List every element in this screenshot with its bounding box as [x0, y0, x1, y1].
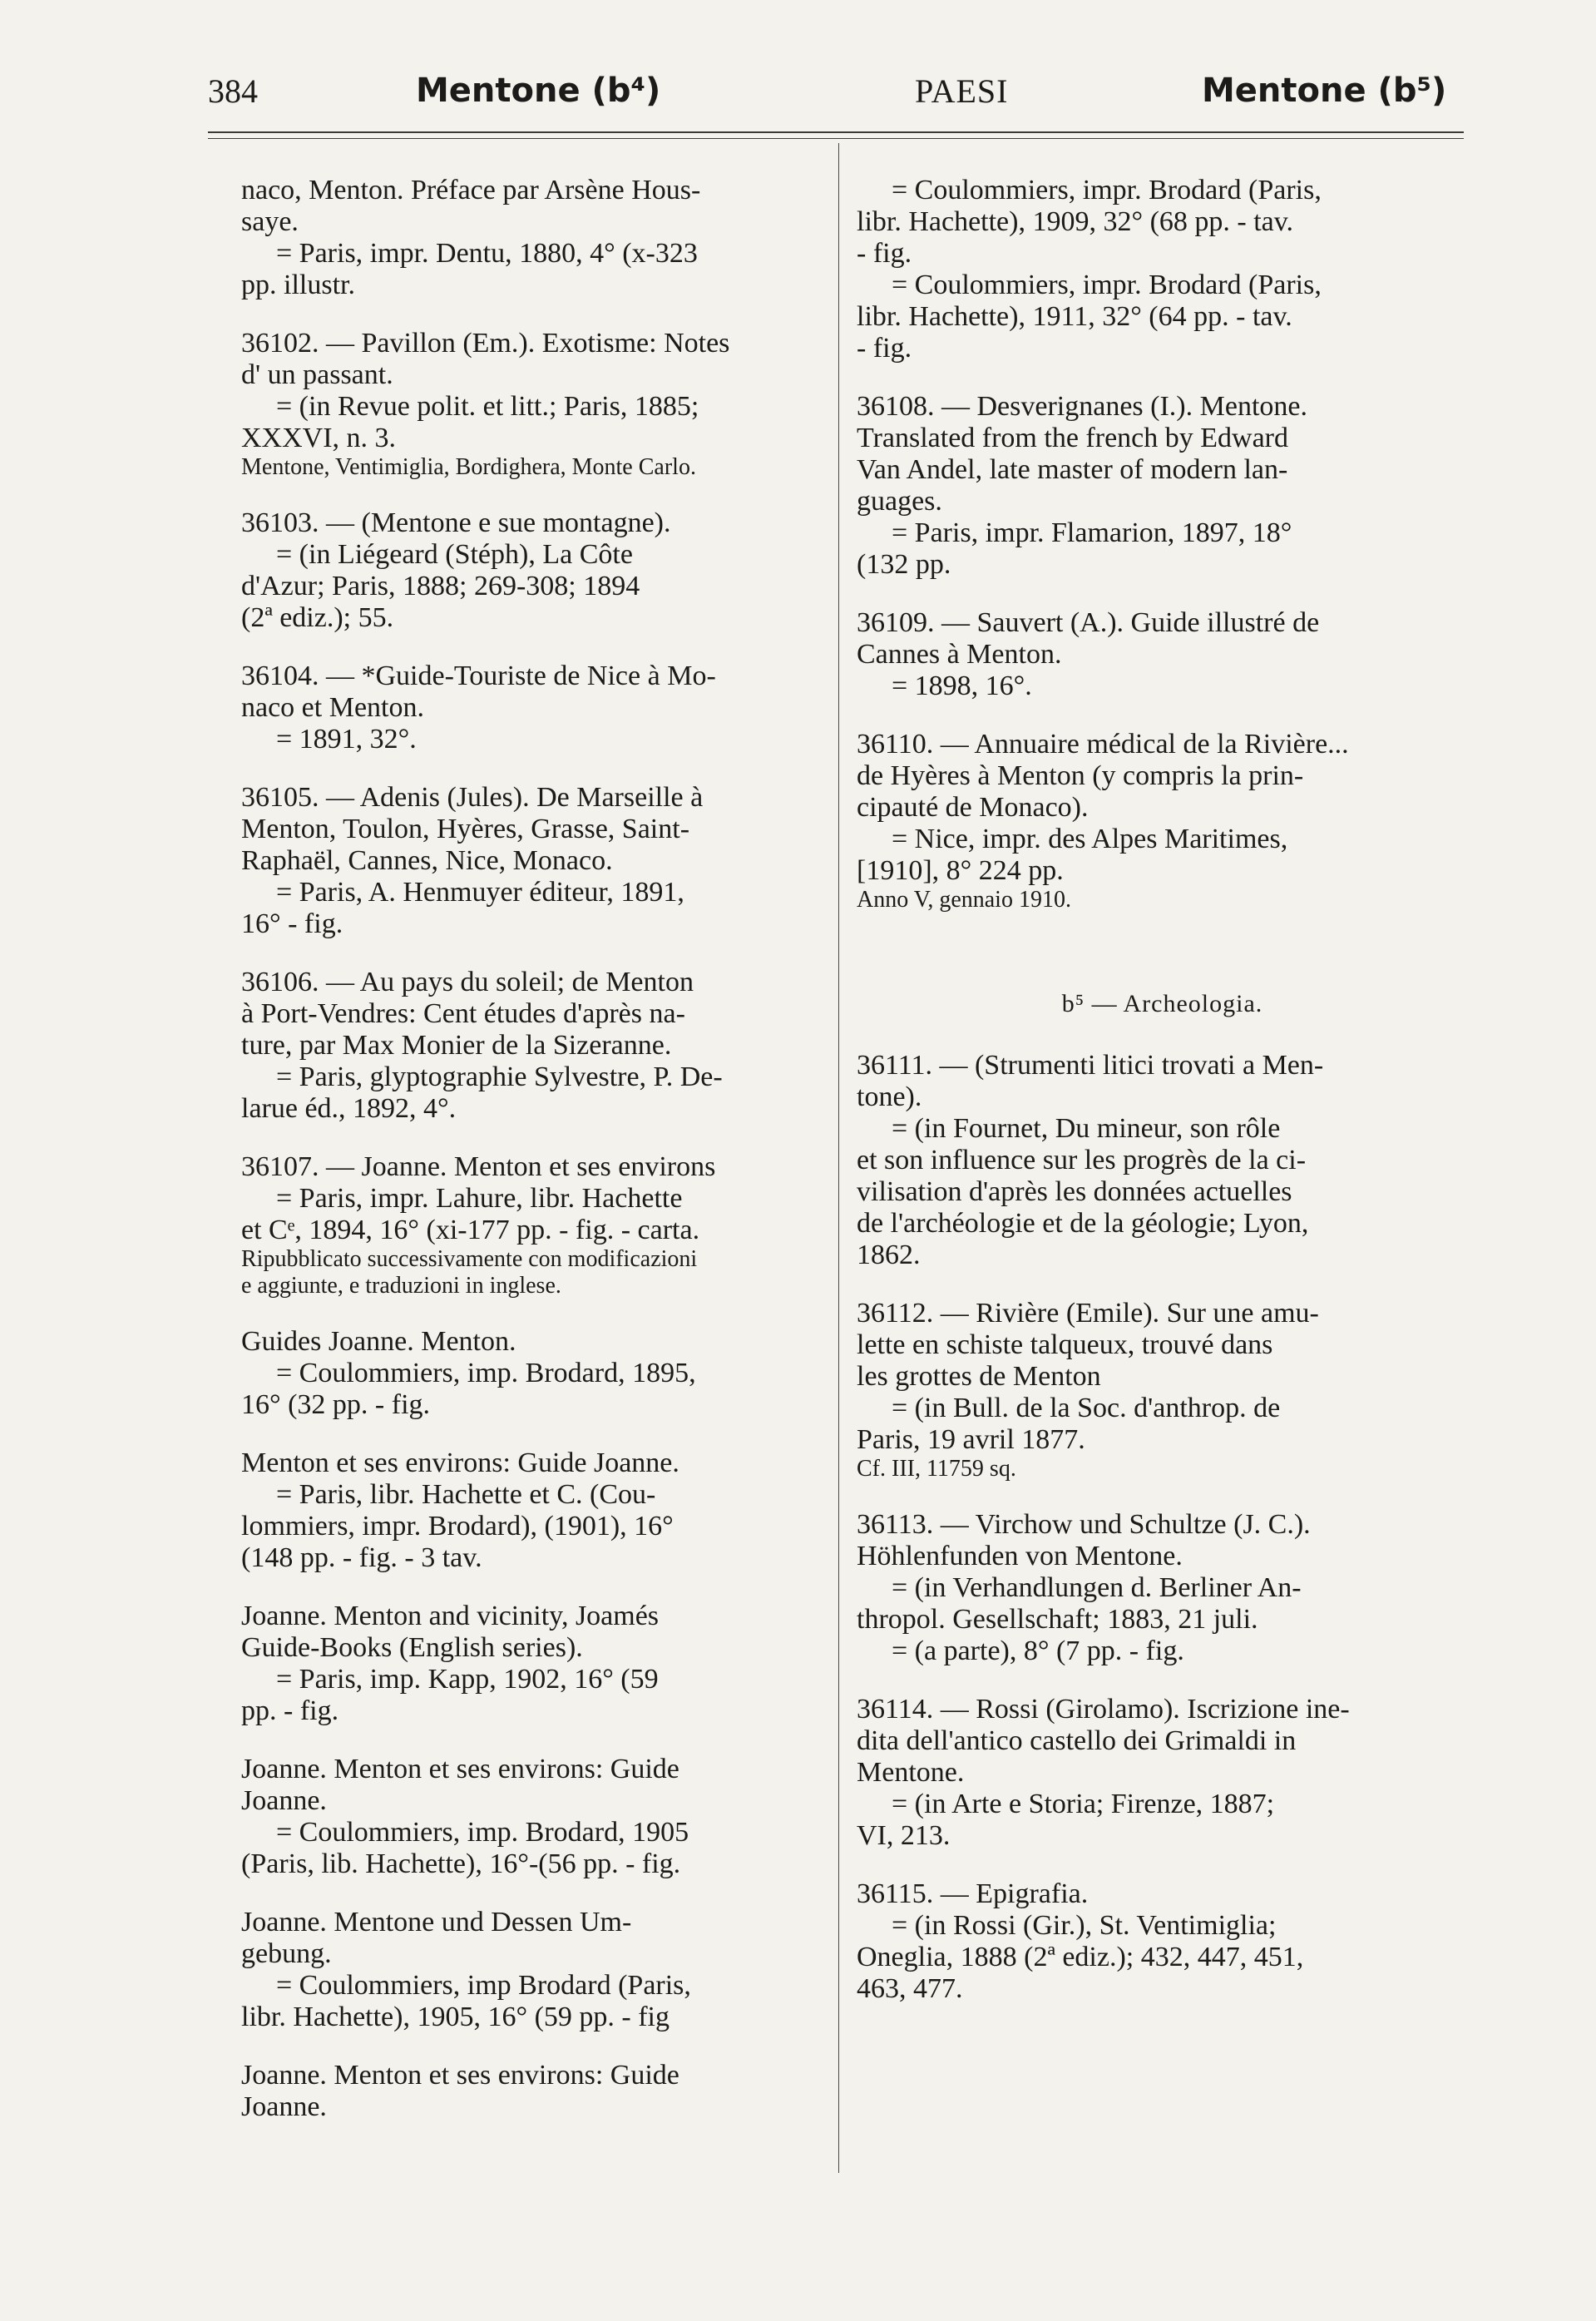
entry-line: Joanne. Mentone und Dessen Um-: [241, 1907, 632, 1937]
bibliography-entry: [241, 1907, 823, 2033]
entry-line: - fig.: [857, 333, 912, 364]
entry-line: ture, par Max Monier de la Sizeranne.: [241, 1030, 672, 1061]
entry-line: = Paris, glyptographie Sylvestre, P. De-: [276, 1062, 723, 1092]
entry-line: = (in Fournet, Du mineur, son rôle: [892, 1113, 1281, 1144]
entry-line: = Nice, impr. des Alpes Maritimes,: [892, 824, 1288, 854]
entry-line: Anno V, gennaio 1910.: [857, 887, 1071, 913]
bibliography-entry: [241, 967, 823, 1125]
bibliography-entry: [857, 1050, 1468, 1271]
bibliography-entry: [241, 1448, 823, 1574]
bibliography-entry: [857, 391, 1468, 581]
center-running-title: PAESI: [915, 72, 1009, 110]
entry-line: (148 pp. - fig. - 3 tav.: [241, 1542, 482, 1573]
entry-line: naco et Menton.: [241, 692, 424, 723]
entry-line: Translated from the french by Edward: [857, 423, 1288, 453]
entry-line: Höhlenfunden von Mentone.: [857, 1541, 1183, 1571]
entry-line: (2ª ediz.); 55.: [241, 602, 394, 633]
bibliography-entry: [241, 507, 823, 634]
entry-line: les grottes de Menton: [857, 1361, 1101, 1392]
entry-line: = (in Revue polit. et litt.; Paris, 1885;: [276, 391, 699, 422]
entry-line: 16° (32 pp. - fig.: [241, 1389, 431, 1420]
entry-line: VI, 213.: [857, 1820, 951, 1851]
entry-line: Cannes à Menton.: [857, 639, 1062, 670]
entry-line: lommiers, impr. Brodard), (1901), 16°: [241, 1511, 674, 1542]
running-header: [208, 65, 1464, 123]
entry-line: d'Azur; Paris, 1888; 269-308; 1894: [241, 571, 640, 601]
entry-line: = Coulommiers, imp. Brodard, 1895,: [276, 1358, 696, 1388]
bibliography-entry: [857, 1878, 1468, 2005]
bibliography-entry: [241, 2060, 823, 2123]
entry-line: [1910], 8° 224 pp.: [857, 855, 1064, 886]
entry-line: 36106. — Au pays du soleil; de Menton: [241, 967, 694, 997]
entry-line: = Paris, imp. Kapp, 1902, 16° (59: [276, 1664, 659, 1695]
bibliography-entry: [857, 1298, 1468, 1482]
entry-line: de l'archéologie et de la géologie; Lyon,: [857, 1208, 1309, 1239]
entry-line: 36107. — Joanne. Menton et ses environs: [241, 1151, 716, 1182]
entry-line: Van Andel, late master of modern lan-: [857, 454, 1288, 485]
entry-line: = Coulommiers, impr. Brodard (Paris,: [892, 270, 1322, 300]
entry-line: = Paris, libr. Hachette et C. (Cou-: [276, 1479, 656, 1510]
column-divider: [838, 143, 839, 2173]
entry-line: libr. Hachette), 1911, 32° (64 pp. - tav.: [857, 301, 1292, 332]
right-column: [857, 175, 1468, 2031]
entry-line: 463, 477.: [857, 1973, 963, 2004]
entry-line: = Paris, impr. Flamarion, 1897, 18°: [892, 517, 1292, 548]
entry-line: = (in Verhandlungen d. Berliner An-: [892, 1572, 1302, 1603]
entry-line: et son influence sur les progrès de la ci-: [857, 1145, 1307, 1175]
entry-line: et Cᵉ, 1894, 16° (xi-177 pp. - fig. - carta.: [241, 1215, 700, 1245]
section-heading: b⁵ — Archeologia.: [1061, 990, 1263, 1017]
entry-line: Joanne. Menton et ses environs: Guide: [241, 2060, 679, 2091]
entry-line: 36105. — Adenis (Jules). De Marseille à: [241, 782, 704, 813]
entry-line: pp. illustr.: [241, 270, 355, 300]
bibliography-entry: [241, 175, 823, 301]
entry-line: 16° - fig.: [241, 908, 343, 939]
entry-line: tone).: [857, 1081, 922, 1112]
bibliography-entry: [241, 1754, 823, 1880]
entry-line: = Paris, impr. Lahure, libr. Hachette: [276, 1183, 683, 1214]
entry-line: Guides Joanne. Menton.: [241, 1326, 516, 1357]
entry-line: = (in Rossi (Gir.), St. Ventimiglia;: [892, 1910, 1277, 1941]
bibliography-entry: [857, 1509, 1468, 1667]
entry-line: 1862.: [857, 1240, 921, 1270]
entry-line: Joanne. Menton and vicinity, Joamés: [241, 1601, 660, 1631]
entry-line: e aggiunte, e traduzioni in inglese.: [241, 1273, 561, 1299]
entry-line: = 1898, 16°.: [892, 671, 1032, 701]
entry-line: cipauté de Monaco).: [857, 792, 1089, 823]
entry-line: d' un passant.: [241, 359, 393, 390]
entry-line: 36111. — (Strumenti litici trovati a Men-: [857, 1050, 1324, 1081]
entry-line: Oneglia, 1888 (2ª ediz.); 432, 447, 451,: [857, 1942, 1304, 1972]
page-number: 384: [208, 72, 258, 110]
bibliography-entry: [241, 1601, 823, 1727]
header-rule: [208, 131, 1464, 133]
entry-line: 36104. — *Guide-Touriste de Nice à Mo-: [241, 661, 716, 691]
bibliography-entry: [241, 661, 823, 755]
bibliography-entry: [241, 1326, 823, 1421]
entry-line: naco, Menton. Préface par Arsène Hous-: [241, 175, 701, 205]
entry-line: = Coulommiers, imp Brodard (Paris,: [276, 1970, 691, 2001]
entry-line: Joanne.: [241, 1785, 327, 1816]
left-running-title: Mentone (b⁴): [416, 72, 661, 110]
entry-line: thropol. Gesellschaft; 1883, 21 juli.: [857, 1604, 1258, 1635]
entry-line: = 1891, 32°.: [276, 724, 417, 755]
entry-line: Menton et ses environs: Guide Joanne.: [241, 1448, 679, 1478]
entry-line: 36110. — Annuaire médical de la Rivière...: [857, 729, 1349, 760]
entry-line: pp. - fig.: [241, 1695, 339, 1726]
entry-line: = Paris, A. Henmuyer éditeur, 1891,: [276, 877, 684, 908]
entry-line: de Hyères à Menton (y compris la prin-: [857, 760, 1304, 791]
entry-line: 36102. — Pavillon (Em.). Exotisme: Notes: [241, 328, 730, 359]
entry-line: libr. Hachette), 1905, 16° (59 pp. - fig: [241, 2002, 670, 2032]
entry-line: Raphaël, Cannes, Nice, Monaco.: [241, 845, 613, 876]
entry-line: = Coulommiers, imp. Brodard, 1905: [276, 1817, 689, 1848]
entry-line: à Port-Vendres: Cent études d'après na-: [241, 998, 685, 1029]
entry-line: libr. Hachette), 1909, 32° (68 pp. - tav.: [857, 206, 1294, 237]
entry-line: = (in Liégeard (Stéph), La Côte: [276, 539, 633, 570]
entry-line: = (in Bull. de la Soc. d'anthrop. de: [892, 1393, 1281, 1423]
header-rule-thin: [208, 138, 1464, 139]
bibliography-entry: [241, 1151, 823, 1299]
entry-line: 36103. — (Mentone e sue montagne).: [241, 507, 671, 538]
entry-line: 36114. — Rossi (Girolamo). Iscrizione ine-: [857, 1694, 1350, 1725]
entry-line: saye.: [241, 206, 299, 237]
right-running-title: Mentone (b⁵): [1202, 72, 1447, 110]
left-column: [241, 175, 823, 2150]
entry-line: = (a parte), 8° (7 pp. - fig.: [892, 1636, 1184, 1666]
entry-line: 36109. — Sauvert (A.). Guide illustré de: [857, 607, 1320, 638]
entry-line: (Paris, lib. Hachette), 16°-(56 pp. - fig.: [241, 1848, 681, 1879]
entry-line: Mentone.: [857, 1757, 965, 1788]
entry-line: 36115. — Epigrafia.: [857, 1878, 1089, 1909]
bibliography-entry: [241, 328, 823, 481]
entry-line: Cf. III, 11759 sq.: [857, 1456, 1016, 1482]
bibliography-entry: [857, 607, 1468, 702]
entry-line: 36113. — Virchow und Schultze (J. C.).: [857, 1509, 1311, 1540]
bibliography-entry: [857, 175, 1468, 364]
entry-line: Ripubblicato successivamente con modificazioni: [241, 1246, 698, 1272]
entry-line: Mentone, Ventimiglia, Bordighera, Monte Carlo.: [241, 454, 696, 480]
entry-line: Joanne.: [241, 2091, 327, 2122]
entry-line: = (in Arte e Storia; Firenze, 1887;: [892, 1789, 1275, 1819]
entry-line: gebung.: [241, 1938, 332, 1969]
entry-line: dita dell'antico castello dei Grimaldi in: [857, 1725, 1297, 1756]
entry-line: lette en schiste talqueux, trouvé dans: [857, 1329, 1273, 1360]
entry-line: = Coulommiers, impr. Brodard (Paris,: [892, 175, 1322, 205]
entry-line: (132 pp.: [857, 549, 951, 580]
bibliography-entry: [241, 782, 823, 940]
bibliography-entry: [857, 1694, 1468, 1852]
entry-line: Paris, 19 avril 1877.: [857, 1424, 1085, 1455]
entry-line: = Paris, impr. Dentu, 1880, 4° (x-323: [276, 238, 698, 269]
entry-line: Guide-Books (English series).: [241, 1632, 583, 1663]
entry-line: - fig.: [857, 238, 912, 269]
entry-line: 36108. — Desverignanes (I.). Mentone.: [857, 391, 1307, 422]
entry-line: XXXVI, n. 3.: [241, 423, 397, 453]
bibliography-entry: [857, 729, 1468, 913]
entry-line: Joanne. Menton et ses environs: Guide: [241, 1754, 679, 1784]
entry-line: Menton, Toulon, Hyères, Grasse, Saint-: [241, 814, 690, 844]
entry-line: guages.: [857, 486, 942, 517]
entry-line: 36112. — Rivière (Emile). Sur une amu-: [857, 1298, 1319, 1329]
entry-line: vilisation d'après les données actuelles: [857, 1176, 1292, 1207]
entry-line: larue éd., 1892, 4°.: [241, 1093, 457, 1124]
